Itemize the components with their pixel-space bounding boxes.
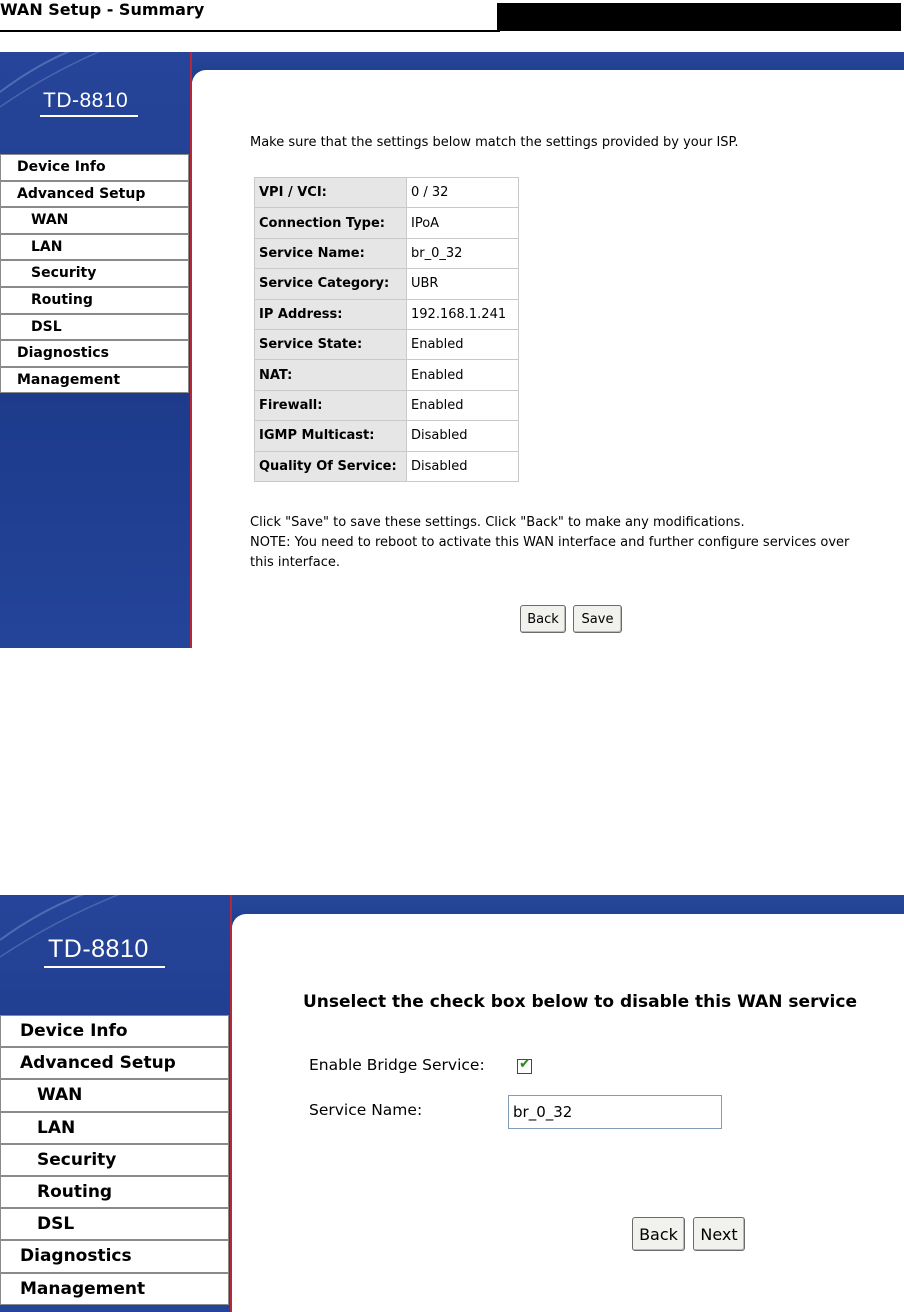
summary-value: Disabled: [407, 451, 519, 481]
reboot-note: NOTE: You need to reboot to activate this WAN interface and further configure services over this interface.: [250, 535, 850, 570]
product-logo: TD-8810: [48, 935, 149, 963]
sidebar-item-device-info[interactable]: Device Info: [0, 1015, 229, 1047]
enable-bridge-label: Enable Bridge Service:: [309, 1056, 485, 1074]
sidebar-item-wan[interactable]: WAN: [0, 1079, 229, 1111]
summary-value: 192.168.1.241: [407, 299, 519, 329]
summary-key: Service Name:: [255, 238, 407, 268]
sidebar-item-advanced-setup[interactable]: Advanced Setup: [0, 1047, 229, 1079]
notes: [250, 513, 870, 573]
table-row: [255, 329, 519, 359]
sidebar-item-advanced-setup[interactable]: Advanced Setup: [0, 181, 189, 208]
check-icon: ✔: [519, 1056, 531, 1072]
header-rule: [0, 30, 500, 32]
service-name-label: Service Name:: [309, 1101, 423, 1119]
bridge-service-screenshot: [0, 895, 904, 1312]
sidebar-item-management[interactable]: Management: [0, 1273, 229, 1305]
summary-key: Connection Type:: [255, 208, 407, 238]
page-title: Unselect the check box below to disable this WAN service: [303, 992, 857, 1012]
table-row: [255, 208, 519, 238]
table-row: [255, 390, 519, 420]
summary-value: IPoA: [407, 208, 519, 238]
summary-key: NAT:: [255, 360, 407, 390]
summary-value: 0 / 32: [407, 178, 519, 208]
page-title: WAN Setup - Summary: [0, 0, 205, 19]
summary-value: UBR: [407, 269, 519, 299]
sidebar-item-management[interactable]: Management: [0, 367, 189, 394]
sidebar-item-routing[interactable]: Routing: [0, 287, 189, 314]
sidebar-item-security[interactable]: Security: [0, 260, 189, 287]
table-row: [255, 360, 519, 390]
summary-key: Service State:: [255, 329, 407, 359]
summary-table: [254, 177, 519, 482]
table-row: [255, 421, 519, 451]
header-black-block: [497, 3, 901, 31]
summary-key: Service Category:: [255, 269, 407, 299]
summary-value: Enabled: [407, 329, 519, 359]
sidebar-item-routing[interactable]: Routing: [0, 1176, 229, 1208]
sidebar-item-security[interactable]: Security: [0, 1144, 229, 1176]
intro-text: Make sure that the settings below match the settings provided by your ISP.: [250, 135, 739, 150]
summary-value: Disabled: [407, 421, 519, 451]
summary-key: Firewall:: [255, 390, 407, 420]
save-button[interactable]: Save: [573, 605, 622, 633]
sidebar-item-dsl[interactable]: DSL: [0, 314, 189, 341]
summary-value: Enabled: [407, 390, 519, 420]
sidebar-item-dsl[interactable]: DSL: [0, 1208, 229, 1240]
side-menu: [0, 1015, 229, 1305]
sidebar-item-wan[interactable]: WAN: [0, 207, 189, 234]
summary-key: VPI / VCI:: [255, 178, 407, 208]
sidebar-item-diagnostics[interactable]: Diagnostics: [0, 340, 189, 367]
back-button[interactable]: Back: [632, 1217, 685, 1251]
next-button[interactable]: Next: [693, 1217, 745, 1251]
sidebar-item-lan[interactable]: LAN: [0, 1112, 229, 1144]
sidebar-item-device-info[interactable]: Device Info: [0, 154, 189, 181]
table-row: [255, 451, 519, 481]
save-instruction: Click "Save" to save these settings. Click "Back" to make any modifications.: [250, 515, 745, 530]
logo-underline: [44, 966, 165, 968]
sidebar-item-diagnostics[interactable]: Diagnostics: [0, 1240, 229, 1272]
summary-key: IP Address:: [255, 299, 407, 329]
product-logo: TD-8810: [43, 89, 129, 112]
table-row: [255, 178, 519, 208]
summary-key: Quality Of Service:: [255, 451, 407, 481]
summary-value: Enabled: [407, 360, 519, 390]
table-row: [255, 299, 519, 329]
side-menu: [0, 154, 189, 393]
service-name-input[interactable]: [508, 1095, 722, 1129]
summary-value: br_0_32: [407, 238, 519, 268]
enable-bridge-checkbox[interactable]: [517, 1056, 532, 1074]
back-button[interactable]: Back: [520, 605, 566, 633]
logo-underline: [40, 115, 138, 117]
sidebar-item-lan[interactable]: LAN: [0, 234, 189, 261]
table-row: [255, 238, 519, 268]
summary-key: IGMP Multicast:: [255, 421, 407, 451]
table-row: [255, 269, 519, 299]
